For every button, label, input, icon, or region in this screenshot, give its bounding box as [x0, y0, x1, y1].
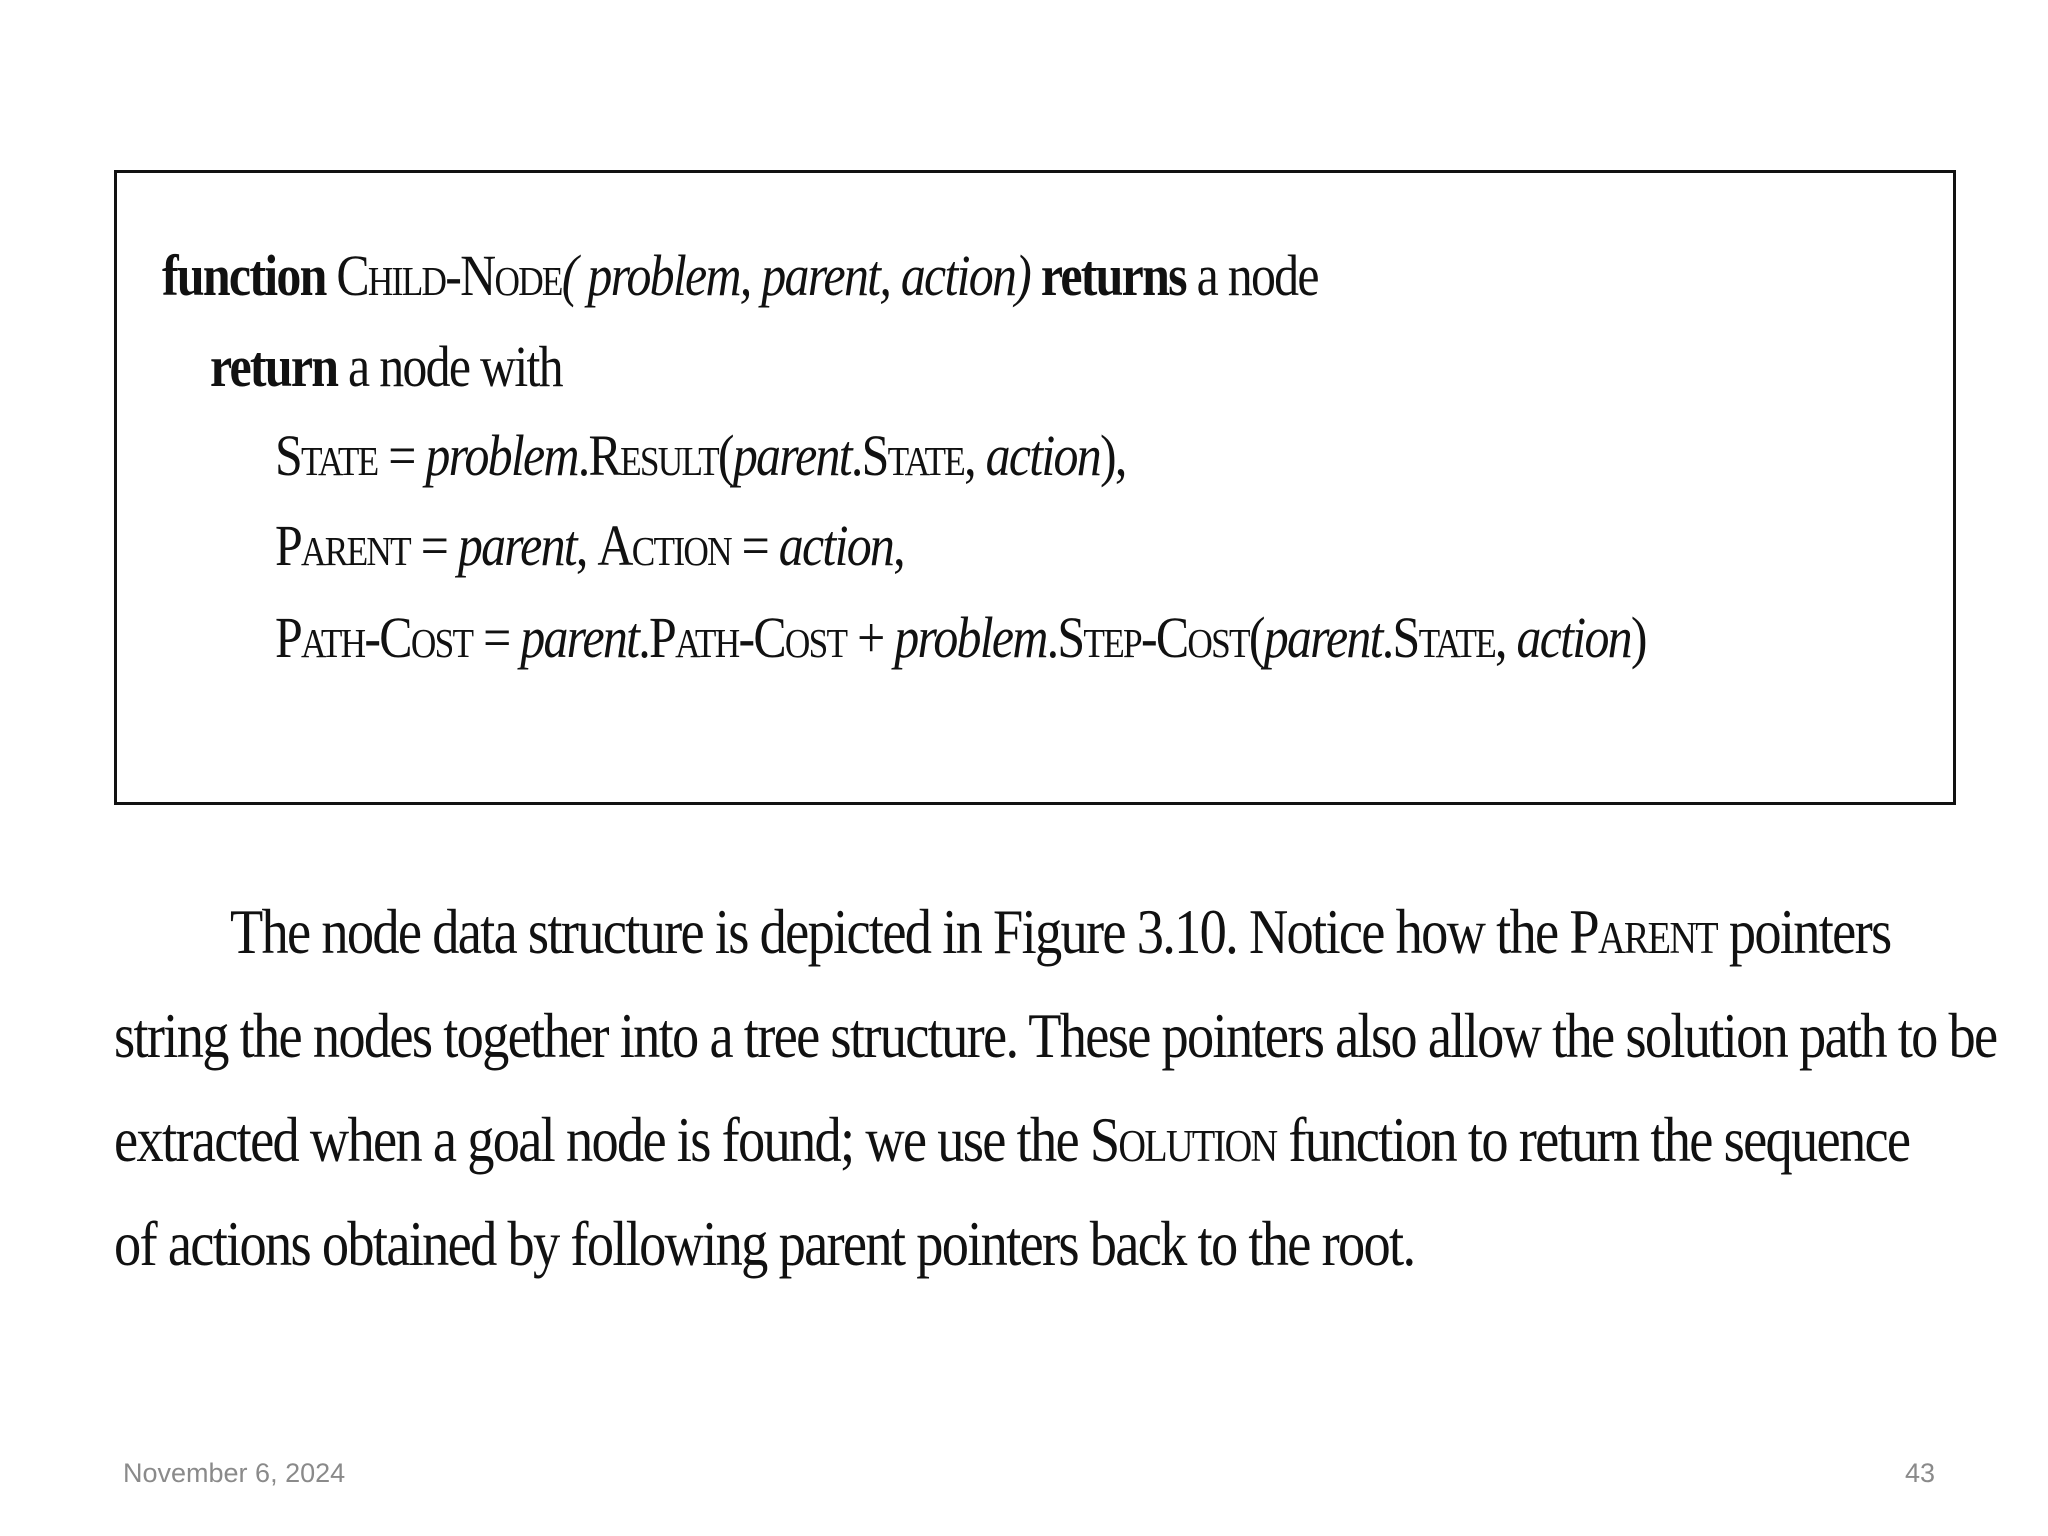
keyword-function: function: [162, 243, 326, 308]
var-parent: parent: [457, 513, 576, 578]
equals: =: [377, 423, 426, 488]
var-action: action: [985, 423, 1100, 488]
equals: =: [730, 513, 779, 578]
method-step-cost: .Step-Cost(: [1046, 605, 1264, 670]
method-result: .Result(: [577, 423, 733, 488]
field-action: Action: [597, 513, 731, 578]
field-state: State: [275, 423, 378, 488]
return-tail: a node with: [337, 334, 562, 399]
close-paren: ): [1630, 605, 1646, 670]
algo-line-parent-action: [275, 513, 904, 578]
paragraph-line-4: [114, 1208, 1415, 1279]
var-parent: parent: [732, 423, 851, 488]
function-params: ( problem, parent, action): [561, 243, 1031, 308]
function-name: Child-Node: [336, 243, 562, 308]
algo-line-signature: [162, 243, 1318, 308]
text-segment: of actions obtained by following parent pointers back to the root.: [114, 1208, 1415, 1279]
field-parent: Parent: [275, 513, 410, 578]
field-state-ref: .State,: [1381, 605, 1517, 670]
paragraph-line-2: [114, 1000, 1997, 1071]
var-parent: parent: [1263, 605, 1382, 670]
term-solution: Solution: [1089, 1104, 1277, 1175]
var-problem: problem: [425, 423, 578, 488]
algo-line-return: [210, 334, 562, 399]
var-problem: problem: [894, 605, 1047, 670]
algorithm-box: [114, 170, 1956, 805]
comma: ,: [893, 513, 904, 578]
text-segment: The node data structure is depicted in Figure 3.10. Notice how the: [230, 896, 1570, 967]
comma: ,: [575, 513, 598, 578]
term-parent: Parent: [1569, 896, 1717, 967]
returns-tail: a node: [1185, 243, 1318, 308]
algo-line-state: [275, 423, 1126, 488]
var-action: action: [1516, 605, 1631, 670]
field-path-cost-ref: .Path-Cost: [638, 605, 847, 670]
algo-line-path-cost: [275, 605, 1646, 670]
var-parent: parent: [520, 605, 639, 670]
slide-number: 43: [1904, 1458, 1935, 1488]
text-segment: function to return the sequence: [1276, 1104, 1910, 1175]
paragraph-line-3: [114, 1104, 1910, 1175]
text-segment: string the nodes together into a tree structure. These pointers also allow the solution path to be: [114, 1000, 1997, 1071]
paragraph-line-1: [230, 896, 1891, 967]
equals: =: [472, 605, 521, 670]
text-segment: pointers: [1716, 896, 1891, 967]
footer-date: November 6, 2024: [123, 1458, 346, 1488]
keyword-return: return: [210, 334, 338, 399]
close-paren: ),: [1099, 423, 1126, 488]
text-segment: extracted when a goal node is found; we use the: [114, 1104, 1090, 1175]
field-state-ref: .State,: [850, 423, 986, 488]
var-action: action: [778, 513, 894, 578]
field-path-cost: Path-Cost: [275, 605, 473, 670]
equals: =: [409, 513, 458, 578]
keyword-returns: returns: [1040, 243, 1186, 308]
plus: +: [846, 605, 895, 670]
